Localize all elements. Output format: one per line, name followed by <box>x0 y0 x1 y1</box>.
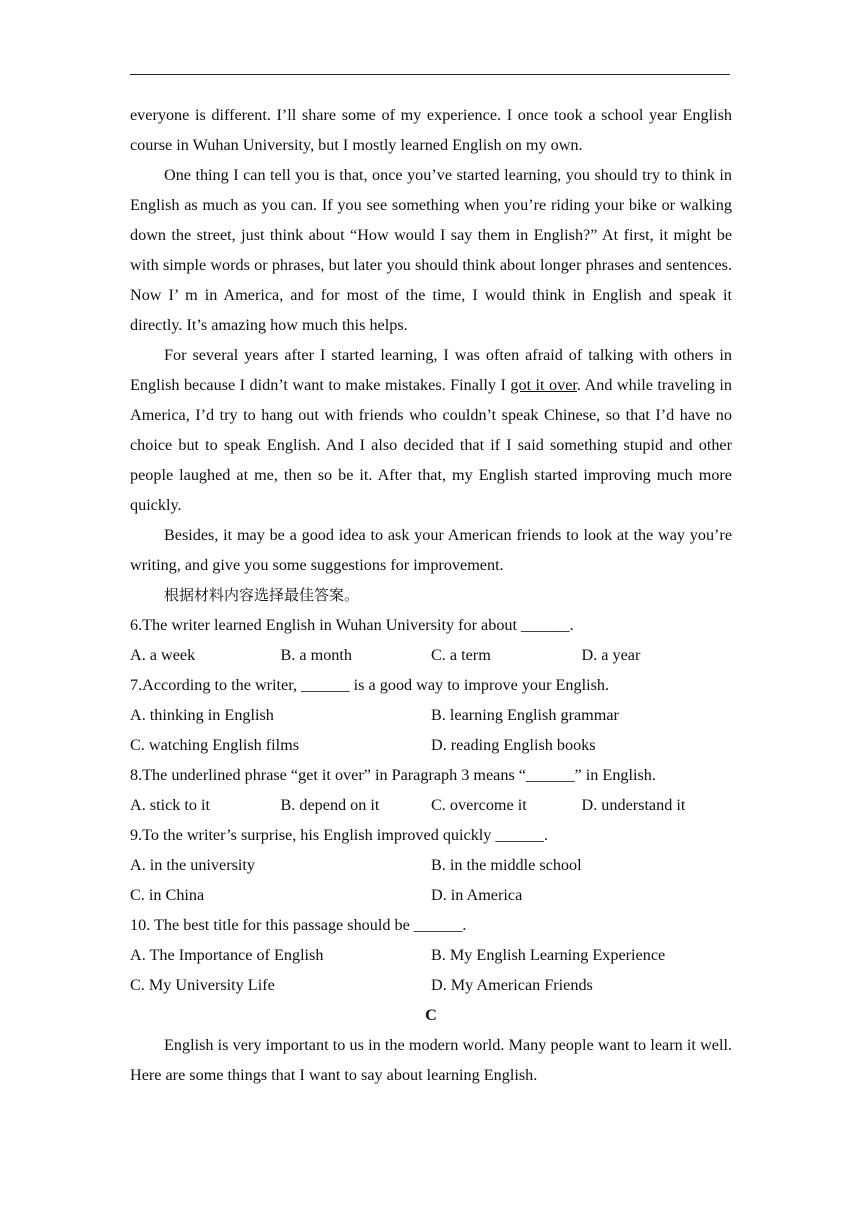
question-6-stem: 6.The writer learned English in Wuhan University for about ______. <box>130 616 574 634</box>
question-9-options-cd <box>130 880 732 910</box>
underlined-phrase: got it over <box>510 376 577 394</box>
q9-option-b: B. in the middle school <box>431 856 582 874</box>
question-9-stem: 9.To the writer’s surprise, his English improved quickly ______. <box>130 826 549 844</box>
question-7-options-cd <box>130 730 732 760</box>
q10-option-b: B. My English Learning Experience <box>431 946 666 964</box>
question-10-stem: 10. The best title for this passage should be ______. <box>130 916 467 934</box>
q6-option-c: C. a term <box>431 646 491 664</box>
q10-option-c: C. My University Life <box>130 976 275 994</box>
q10-option-a: A. The Importance of English <box>130 946 324 964</box>
section-c-paragraph-1: English is very important to us in the modern world. Many people want to learn it well. Here are some things that I want to say about learning English. <box>130 1036 732 1084</box>
q6-option-d: D. a year <box>581 646 641 664</box>
passage-paragraph-2: One thing I can tell you is that, once you’ve started learning, you should try to think in English as much as you can. If you see something when you’re riding your bike or walking down the street, just think about “How would I say them in English?” At first, it might be with simple words or phrases, but later you should think about longer phrases and sentences. Now I’ m in America, and for most of the time, I would think in English and speak it directly. It’s amazing how much this helps. <box>130 166 732 334</box>
q7-option-c: C. watching English films <box>130 736 300 754</box>
question-10-options-ab <box>130 940 732 970</box>
q7-option-a: A. thinking in English <box>130 706 274 724</box>
q9-option-a: A. in the university <box>130 856 255 874</box>
page-content <box>130 100 732 1090</box>
q10-option-d: D. My American Friends <box>431 976 593 994</box>
passage-paragraph-4: Besides, it may be a good idea to ask your American friends to look at the way you’re writing, and give you some suggestions for improvement. <box>130 526 732 574</box>
instruction: 根据材料内容选择最佳答案。 <box>164 586 360 604</box>
q8-option-a: A. stick to it <box>130 796 211 814</box>
q6-option-a: A. a week <box>130 646 196 664</box>
q9-option-c: C. in China <box>130 886 205 904</box>
q6-option-b: B. a month <box>280 646 352 664</box>
header-rule <box>130 74 730 75</box>
question-10-options-cd <box>130 970 732 1000</box>
question-6-options <box>130 640 732 670</box>
question-9-options-ab <box>130 850 732 880</box>
question-7-stem: 7.According to the writer, ______ is a good way to improve your English. <box>130 676 610 694</box>
question-7-options-ab <box>130 700 732 730</box>
passage-paragraph-3 <box>130 340 732 520</box>
q8-option-d: D. understand it <box>581 796 686 814</box>
q9-option-d: D. in America <box>431 886 523 904</box>
paragraph-3-end: . And while traveling in America, I’d try to hang out with friends who couldn’t speak Chinese, so that I’d have no choice but to speak English. And I also decided that if I said something stupid and other people laughed at me, then so be it. After that, my English started improving much more quickly. <box>130 376 732 514</box>
passage-paragraph-1: everyone is different. I’ll share some of my experience. I once took a school year English course in Wuhan University, but I mostly learned English on my own. <box>130 106 732 154</box>
q7-option-b: B. learning English grammar <box>431 706 619 724</box>
paragraph-3-start: For several years after I started learning, I was often afraid of talking with others in English because I didn’t want to make mistakes. Finally I <box>130 346 732 394</box>
question-8-options <box>130 790 732 820</box>
section-c-heading: C <box>425 1006 437 1024</box>
q8-option-b: B. depend on it <box>280 796 380 814</box>
question-8-stem: 8.The underlined phrase “get it over” in Paragraph 3 means “______” in English. <box>130 766 656 784</box>
q7-option-d: D. reading English books <box>431 736 596 754</box>
q8-option-c: C. overcome it <box>431 796 527 814</box>
